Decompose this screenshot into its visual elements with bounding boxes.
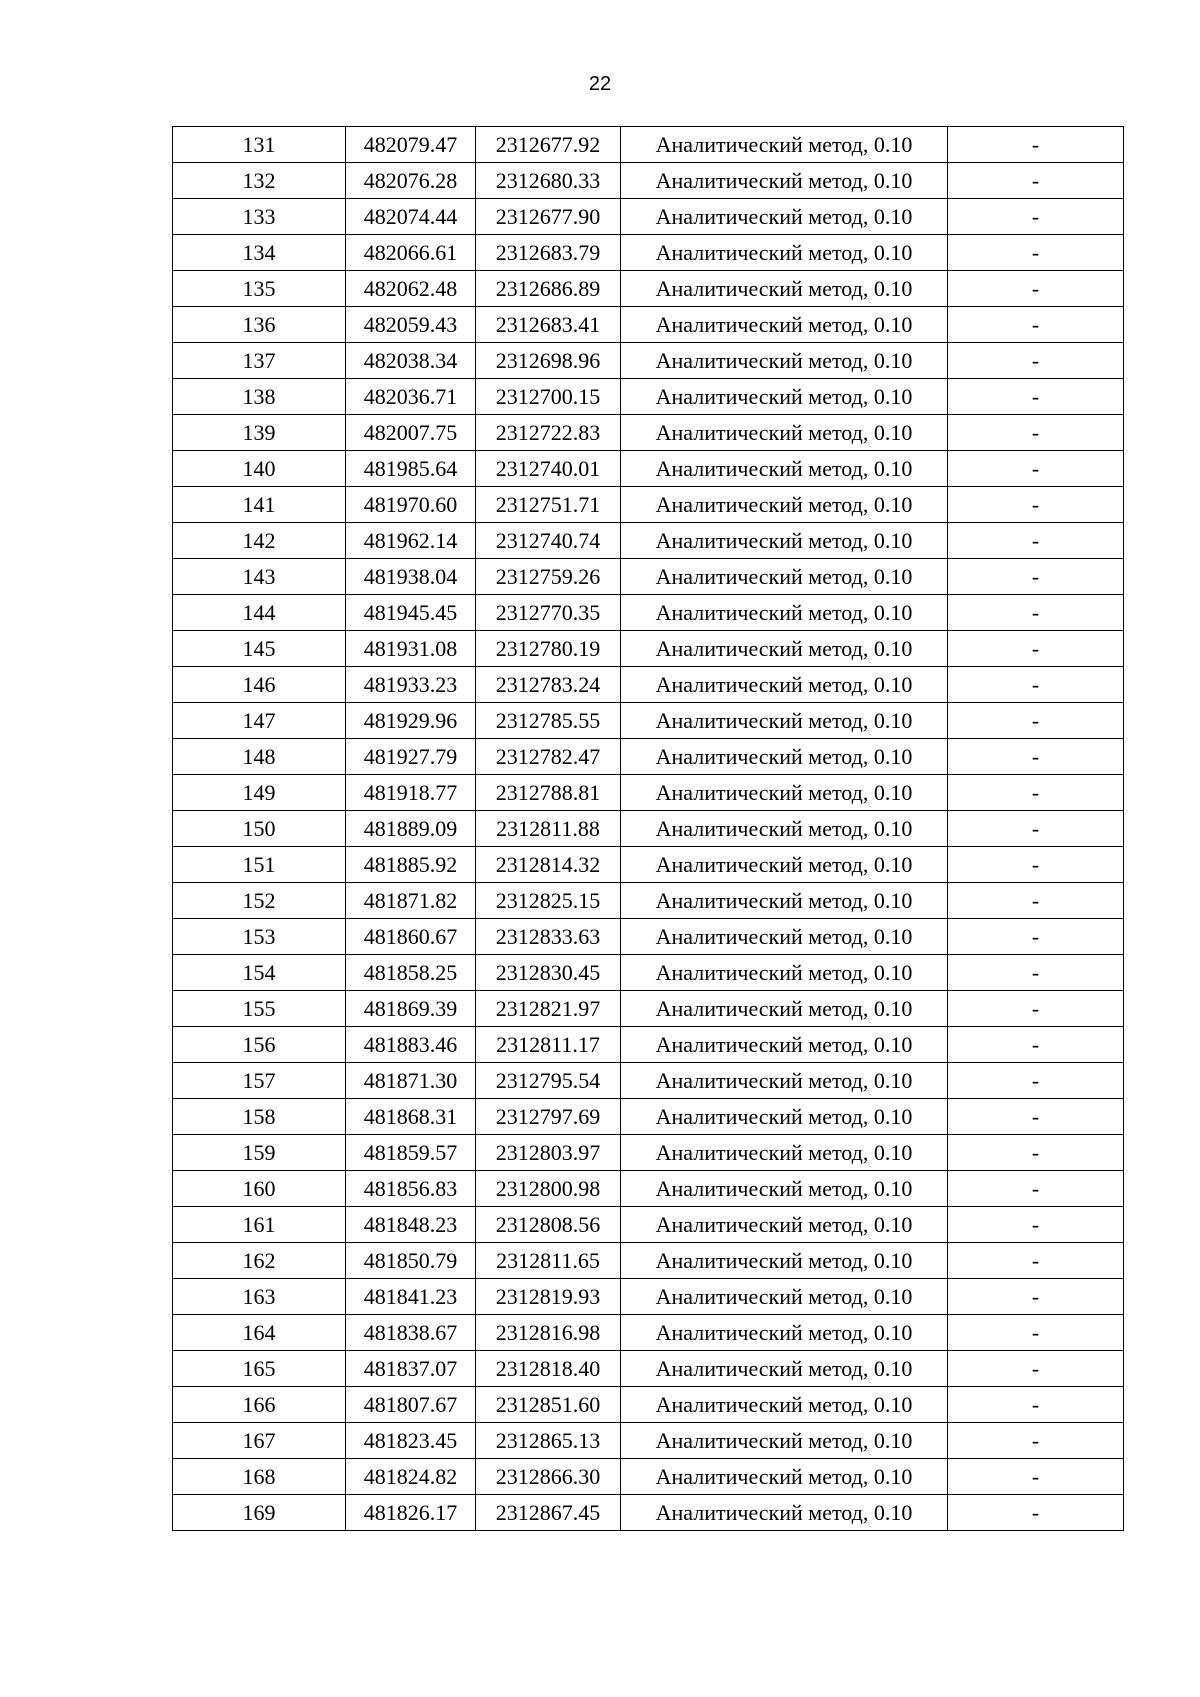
y-coordinate-cell: 2312740.74 — [476, 523, 621, 559]
y-coordinate-cell: 2312770.35 — [476, 595, 621, 631]
y-coordinate-cell: 2312800.98 — [476, 1171, 621, 1207]
x-coordinate-cell: 482038.34 — [346, 343, 476, 379]
y-coordinate-cell: 2312816.98 — [476, 1315, 621, 1351]
description-cell: - — [948, 919, 1124, 955]
point-number-cell: 168 — [173, 1459, 346, 1495]
x-coordinate-cell: 481826.17 — [346, 1495, 476, 1531]
method-accuracy-cell: Аналитический метод, 0.10 — [621, 1459, 948, 1495]
description-cell: - — [948, 379, 1124, 415]
y-coordinate-cell: 2312700.15 — [476, 379, 621, 415]
x-coordinate-cell: 481938.04 — [346, 559, 476, 595]
description-cell: - — [948, 775, 1124, 811]
point-number-cell: 141 — [173, 487, 346, 523]
point-number-cell: 140 — [173, 451, 346, 487]
y-coordinate-cell: 2312811.88 — [476, 811, 621, 847]
point-number-cell: 151 — [173, 847, 346, 883]
point-number-cell: 164 — [173, 1315, 346, 1351]
description-cell: - — [948, 991, 1124, 1027]
y-coordinate-cell: 2312814.32 — [476, 847, 621, 883]
table-row — [173, 1279, 1124, 1315]
method-accuracy-cell: Аналитический метод, 0.10 — [621, 1315, 948, 1351]
description-cell: - — [948, 127, 1124, 163]
description-cell: - — [948, 1279, 1124, 1315]
point-number-cell: 148 — [173, 739, 346, 775]
y-coordinate-cell: 2312677.92 — [476, 127, 621, 163]
point-number-cell: 162 — [173, 1243, 346, 1279]
point-number-cell: 147 — [173, 703, 346, 739]
point-number-cell: 159 — [173, 1135, 346, 1171]
point-number-cell: 145 — [173, 631, 346, 667]
table-row — [173, 1063, 1124, 1099]
method-accuracy-cell: Аналитический метод, 0.10 — [621, 847, 948, 883]
point-number-cell: 144 — [173, 595, 346, 631]
point-number-cell: 135 — [173, 271, 346, 307]
method-accuracy-cell: Аналитический метод, 0.10 — [621, 1351, 948, 1387]
description-cell: - — [948, 163, 1124, 199]
x-coordinate-cell: 481871.30 — [346, 1063, 476, 1099]
point-number-cell: 157 — [173, 1063, 346, 1099]
table-row — [173, 631, 1124, 667]
description-cell: - — [948, 667, 1124, 703]
x-coordinate-cell: 481871.82 — [346, 883, 476, 919]
method-accuracy-cell: Аналитический метод, 0.10 — [621, 415, 948, 451]
y-coordinate-cell: 2312867.45 — [476, 1495, 621, 1531]
point-number-cell: 137 — [173, 343, 346, 379]
point-number-cell: 165 — [173, 1351, 346, 1387]
y-coordinate-cell: 2312677.90 — [476, 199, 621, 235]
x-coordinate-cell: 481807.67 — [346, 1387, 476, 1423]
y-coordinate-cell: 2312783.24 — [476, 667, 621, 703]
y-coordinate-cell: 2312865.13 — [476, 1423, 621, 1459]
table-row — [173, 1171, 1124, 1207]
method-accuracy-cell: Аналитический метод, 0.10 — [621, 1387, 948, 1423]
x-coordinate-cell: 481859.57 — [346, 1135, 476, 1171]
x-coordinate-cell: 481927.79 — [346, 739, 476, 775]
x-coordinate-cell: 481889.09 — [346, 811, 476, 847]
point-number-cell: 167 — [173, 1423, 346, 1459]
description-cell: - — [948, 631, 1124, 667]
method-accuracy-cell: Аналитический метод, 0.10 — [621, 1135, 948, 1171]
x-coordinate-cell: 481860.67 — [346, 919, 476, 955]
table-row — [173, 703, 1124, 739]
x-coordinate-cell: 482066.61 — [346, 235, 476, 271]
method-accuracy-cell: Аналитический метод, 0.10 — [621, 631, 948, 667]
x-coordinate-cell: 481985.64 — [346, 451, 476, 487]
y-coordinate-cell: 2312698.96 — [476, 343, 621, 379]
table-row — [173, 451, 1124, 487]
description-cell: - — [948, 451, 1124, 487]
table-row — [173, 379, 1124, 415]
point-number-cell: 131 — [173, 127, 346, 163]
description-cell: - — [948, 1099, 1124, 1135]
table-row — [173, 1351, 1124, 1387]
y-coordinate-cell: 2312680.33 — [476, 163, 621, 199]
x-coordinate-cell: 481869.39 — [346, 991, 476, 1027]
table-row — [173, 955, 1124, 991]
y-coordinate-cell: 2312818.40 — [476, 1351, 621, 1387]
x-coordinate-cell: 482074.44 — [346, 199, 476, 235]
method-accuracy-cell: Аналитический метод, 0.10 — [621, 775, 948, 811]
method-accuracy-cell: Аналитический метод, 0.10 — [621, 1207, 948, 1243]
description-cell: - — [948, 703, 1124, 739]
description-cell: - — [948, 343, 1124, 379]
table-row — [173, 847, 1124, 883]
x-coordinate-cell: 481931.08 — [346, 631, 476, 667]
y-coordinate-cell: 2312740.01 — [476, 451, 621, 487]
point-number-cell: 160 — [173, 1171, 346, 1207]
x-coordinate-cell: 481962.14 — [346, 523, 476, 559]
x-coordinate-cell: 481918.77 — [346, 775, 476, 811]
description-cell: - — [948, 559, 1124, 595]
method-accuracy-cell: Аналитический метод, 0.10 — [621, 1027, 948, 1063]
method-accuracy-cell: Аналитический метод, 0.10 — [621, 883, 948, 919]
method-accuracy-cell: Аналитический метод, 0.10 — [621, 1495, 948, 1531]
table-row — [173, 487, 1124, 523]
x-coordinate-cell: 481848.23 — [346, 1207, 476, 1243]
y-coordinate-cell: 2312780.19 — [476, 631, 621, 667]
table-row — [173, 811, 1124, 847]
coordinates-table — [172, 126, 1124, 1531]
table-row — [173, 1315, 1124, 1351]
method-accuracy-cell: Аналитический метод, 0.10 — [621, 1099, 948, 1135]
page-number: 22 — [588, 73, 612, 95]
y-coordinate-cell: 2312795.54 — [476, 1063, 621, 1099]
table-row — [173, 991, 1124, 1027]
point-number-cell: 153 — [173, 919, 346, 955]
point-number-cell: 158 — [173, 1099, 346, 1135]
y-coordinate-cell: 2312788.81 — [476, 775, 621, 811]
description-cell: - — [948, 1387, 1124, 1423]
point-number-cell: 139 — [173, 415, 346, 451]
x-coordinate-cell: 481945.45 — [346, 595, 476, 631]
y-coordinate-cell: 2312811.65 — [476, 1243, 621, 1279]
point-number-cell: 138 — [173, 379, 346, 415]
x-coordinate-cell: 481970.60 — [346, 487, 476, 523]
method-accuracy-cell: Аналитический метод, 0.10 — [621, 595, 948, 631]
description-cell: - — [948, 1063, 1124, 1099]
method-accuracy-cell: Аналитический метод, 0.10 — [621, 199, 948, 235]
table-row — [173, 415, 1124, 451]
method-accuracy-cell: Аналитический метод, 0.10 — [621, 919, 948, 955]
table-row — [173, 919, 1124, 955]
table-row — [173, 271, 1124, 307]
description-cell: - — [948, 1135, 1124, 1171]
description-cell: - — [948, 415, 1124, 451]
y-coordinate-cell: 2312782.47 — [476, 739, 621, 775]
table-row — [173, 127, 1124, 163]
description-cell: - — [948, 523, 1124, 559]
x-coordinate-cell: 481868.31 — [346, 1099, 476, 1135]
x-coordinate-cell: 482036.71 — [346, 379, 476, 415]
x-coordinate-cell: 482079.47 — [346, 127, 476, 163]
table-row — [173, 1495, 1124, 1531]
method-accuracy-cell: Аналитический метод, 0.10 — [621, 667, 948, 703]
description-cell: - — [948, 1207, 1124, 1243]
y-coordinate-cell: 2312722.83 — [476, 415, 621, 451]
point-number-cell: 154 — [173, 955, 346, 991]
table-row — [173, 1135, 1124, 1171]
method-accuracy-cell: Аналитический метод, 0.10 — [621, 1171, 948, 1207]
y-coordinate-cell: 2312759.26 — [476, 559, 621, 595]
description-cell: - — [948, 1027, 1124, 1063]
y-coordinate-cell: 2312833.63 — [476, 919, 621, 955]
method-accuracy-cell: Аналитический метод, 0.10 — [621, 343, 948, 379]
table-row — [173, 595, 1124, 631]
point-number-cell: 169 — [173, 1495, 346, 1531]
x-coordinate-cell: 481933.23 — [346, 667, 476, 703]
table-row — [173, 1423, 1124, 1459]
description-cell: - — [948, 1495, 1124, 1531]
x-coordinate-cell: 481885.92 — [346, 847, 476, 883]
method-accuracy-cell: Аналитический метод, 0.10 — [621, 523, 948, 559]
table-row — [173, 667, 1124, 703]
coordinates-table-body — [173, 127, 1124, 1531]
method-accuracy-cell: Аналитический метод, 0.10 — [621, 1423, 948, 1459]
method-accuracy-cell: Аналитический метод, 0.10 — [621, 955, 948, 991]
point-number-cell: 163 — [173, 1279, 346, 1315]
method-accuracy-cell: Аналитический метод, 0.10 — [621, 163, 948, 199]
x-coordinate-cell: 482007.75 — [346, 415, 476, 451]
y-coordinate-cell: 2312803.97 — [476, 1135, 621, 1171]
method-accuracy-cell: Аналитический метод, 0.10 — [621, 235, 948, 271]
description-cell: - — [948, 883, 1124, 919]
point-number-cell: 166 — [173, 1387, 346, 1423]
y-coordinate-cell: 2312830.45 — [476, 955, 621, 991]
method-accuracy-cell: Аналитический метод, 0.10 — [621, 379, 948, 415]
point-number-cell: 161 — [173, 1207, 346, 1243]
description-cell: - — [948, 1171, 1124, 1207]
x-coordinate-cell: 481850.79 — [346, 1243, 476, 1279]
x-coordinate-cell: 481929.96 — [346, 703, 476, 739]
x-coordinate-cell: 481856.83 — [346, 1171, 476, 1207]
description-cell: - — [948, 487, 1124, 523]
method-accuracy-cell: Аналитический метод, 0.10 — [621, 703, 948, 739]
y-coordinate-cell: 2312751.71 — [476, 487, 621, 523]
description-cell: - — [948, 811, 1124, 847]
y-coordinate-cell: 2312808.56 — [476, 1207, 621, 1243]
description-cell: - — [948, 955, 1124, 991]
description-cell: - — [948, 1459, 1124, 1495]
table-row — [173, 199, 1124, 235]
table-row — [173, 523, 1124, 559]
description-cell: - — [948, 271, 1124, 307]
y-coordinate-cell: 2312811.17 — [476, 1027, 621, 1063]
method-accuracy-cell: Аналитический метод, 0.10 — [621, 487, 948, 523]
point-number-cell: 142 — [173, 523, 346, 559]
table-row — [173, 775, 1124, 811]
point-number-cell: 133 — [173, 199, 346, 235]
method-accuracy-cell: Аналитический метод, 0.10 — [621, 811, 948, 847]
method-accuracy-cell: Аналитический метод, 0.10 — [621, 1063, 948, 1099]
y-coordinate-cell: 2312785.55 — [476, 703, 621, 739]
method-accuracy-cell: Аналитический метод, 0.10 — [621, 1279, 948, 1315]
point-number-cell: 150 — [173, 811, 346, 847]
point-number-cell: 136 — [173, 307, 346, 343]
y-coordinate-cell: 2312866.30 — [476, 1459, 621, 1495]
x-coordinate-cell: 482062.48 — [346, 271, 476, 307]
x-coordinate-cell: 481841.23 — [346, 1279, 476, 1315]
point-number-cell: 152 — [173, 883, 346, 919]
y-coordinate-cell: 2312683.41 — [476, 307, 621, 343]
x-coordinate-cell: 482059.43 — [346, 307, 476, 343]
description-cell: - — [948, 1351, 1124, 1387]
table-row — [173, 1099, 1124, 1135]
x-coordinate-cell: 481858.25 — [346, 955, 476, 991]
y-coordinate-cell: 2312683.79 — [476, 235, 621, 271]
table-row — [173, 739, 1124, 775]
table-row — [173, 163, 1124, 199]
table-row — [173, 307, 1124, 343]
description-cell: - — [948, 739, 1124, 775]
table-row — [173, 883, 1124, 919]
table-row — [173, 1387, 1124, 1423]
description-cell: - — [948, 1315, 1124, 1351]
description-cell: - — [948, 1423, 1124, 1459]
point-number-cell: 149 — [173, 775, 346, 811]
point-number-cell: 134 — [173, 235, 346, 271]
method-accuracy-cell: Аналитический метод, 0.10 — [621, 559, 948, 595]
description-cell: - — [948, 1243, 1124, 1279]
table-row — [173, 235, 1124, 271]
table-row — [173, 559, 1124, 595]
x-coordinate-cell: 482076.28 — [346, 163, 476, 199]
method-accuracy-cell: Аналитический метод, 0.10 — [621, 307, 948, 343]
table-row — [173, 1207, 1124, 1243]
y-coordinate-cell: 2312821.97 — [476, 991, 621, 1027]
table-row — [173, 1027, 1124, 1063]
method-accuracy-cell: Аналитический метод, 0.10 — [621, 271, 948, 307]
x-coordinate-cell: 481824.82 — [346, 1459, 476, 1495]
y-coordinate-cell: 2312819.93 — [476, 1279, 621, 1315]
y-coordinate-cell: 2312825.15 — [476, 883, 621, 919]
point-number-cell: 132 — [173, 163, 346, 199]
method-accuracy-cell: Аналитический метод, 0.10 — [621, 739, 948, 775]
method-accuracy-cell: Аналитический метод, 0.10 — [621, 451, 948, 487]
table-row — [173, 1243, 1124, 1279]
method-accuracy-cell: Аналитический метод, 0.10 — [621, 991, 948, 1027]
x-coordinate-cell: 481837.07 — [346, 1351, 476, 1387]
y-coordinate-cell: 2312851.60 — [476, 1387, 621, 1423]
method-accuracy-cell: Аналитический метод, 0.10 — [621, 127, 948, 163]
point-number-cell: 146 — [173, 667, 346, 703]
description-cell: - — [948, 199, 1124, 235]
table-row — [173, 343, 1124, 379]
table-row — [173, 1459, 1124, 1495]
x-coordinate-cell: 481838.67 — [346, 1315, 476, 1351]
description-cell: - — [948, 307, 1124, 343]
y-coordinate-cell: 2312686.89 — [476, 271, 621, 307]
description-cell: - — [948, 235, 1124, 271]
point-number-cell: 156 — [173, 1027, 346, 1063]
description-cell: - — [948, 847, 1124, 883]
point-number-cell: 143 — [173, 559, 346, 595]
x-coordinate-cell: 481823.45 — [346, 1423, 476, 1459]
point-number-cell: 155 — [173, 991, 346, 1027]
y-coordinate-cell: 2312797.69 — [476, 1099, 621, 1135]
method-accuracy-cell: Аналитический метод, 0.10 — [621, 1243, 948, 1279]
description-cell: - — [948, 595, 1124, 631]
x-coordinate-cell: 481883.46 — [346, 1027, 476, 1063]
